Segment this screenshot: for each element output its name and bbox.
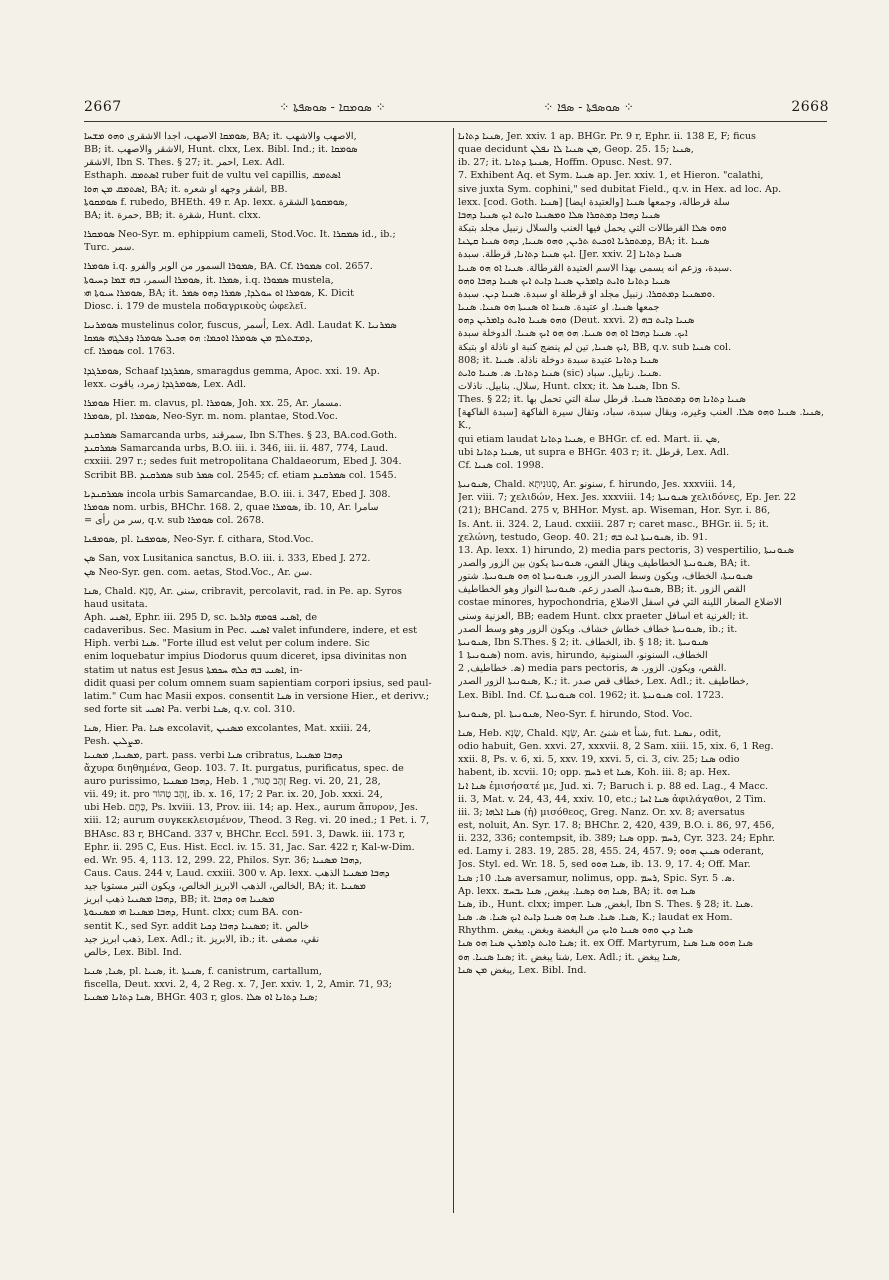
entry-line: الاشقر, Ibn S. Thes. § 27; it. احمر, Lex. Adl. [84,157,285,169]
entry-line: xiii. 12; aurum συγκεκλεισμένον, Theod. 3 Reg. vi. 20 ined.; 1 Pet. i. 7, [84,815,430,827]
entry-line: ܣܢܘܢܝܬܐ, pl. ܣܢܘܢܝܬܐ, Neo-Syr. f. hirundo, Stod. Voc. [458,708,693,720]
entry-line: ܕܡܬܩܪܝܐ ܐܘܟܝܬ ܬܪܝܢ, ܘܗܘ ܣܢܝܐ, ܕܗܘ ܣܢܝܐ ܩܛܢܐ, BA; it. ܣܢܝܐ [458,236,710,248]
entry-line: ܣܢܘܢܝܬܐ الخطاطيف ويقال القص، ܣܢܘܢܝܬܐ يكون بين الزور والصدر, BA; it. [458,558,751,569]
entry-line: ܣܢܐ ܕܬܐܢܐ ܡܣܢܝܐ, BHGr. 403 r, glos. ܣܢܐ ܕܬܐܢܐ ܐܘ ܣܠܐ; [84,992,318,1004]
entry-line: ܣܢܝܐ. ܣܢܝܐ ܘܗܘ ܣܠܐ. العنب وغيره، وبقال سبدة، سباد، وتقال سيرة الفاكهة [سبدة الفاكهة], K., [458,407,824,432]
dictionary-entry [84,722,450,959]
entry-line: latim." Cum hac Masii expos. consentit ܣܢܐ in versione Hier., et derivv.; [84,690,430,702]
right-column [458,130,824,1230]
entry-line: العزنية وسنى, BB; eadem Hunt. clxx praeter اسافل et الغرنية; it. [458,610,749,622]
entry-line: ܘܗܘ ܣܢܝܐ ܘܐܝܬ ܕܐܡܪܝܢ ܕܗܘ (Deut. xxvi. 2) ܣܢܝܐ ܕܐܝܬ ܒܗ [458,315,695,327]
entry-line: Hiph. verbi ܣܢܐ. "Forte illud est velut per colum indere. Sic [84,638,370,650]
entry-line: 7. Exhibent Aq. et Sym. ܣܢܝܐ ap. Jer. xxiv. 1, et Hieron. "calathi, [458,170,764,182]
dictionary-entry [84,533,450,546]
entry-line: ἄχυρα διηθημένα, Geop. 103. 7. It. purgatus, purificatus, spec. de [84,762,404,774]
entry-line: costae minores, hypochondria, الاضلاع الصغار اللينة التي في اسفل الاضلاع [458,597,782,609]
entry-line: ܣܢ San, vox Lusitanica sanctus, B.O. iii. i. 333, Ebed J. 272. [84,553,371,565]
dictionary-entry [84,585,450,717]
entry-line: ܣܘܡܪܐ السمر، ܒܗ ܫܡܐ ܕܚܝܘܬܐ, it. ܣܡܪܐ, i.q. ܣܡܘܪܐ mustela, [84,274,334,286]
dictionary-entry [84,488,450,527]
entry-line: Pesh. ܡܨܠܝܢ. [84,736,144,748]
entry-line: Diosc. i. 179 de mustela ποδαγρικοὺς ὠφελεῖ. [84,300,307,312]
entry-line: ܣܘܡܪܐ i.q. ܣܡܘܪܐ السمور من الوبر والفرو, BA. Cf. ܣܡܘܪܐ col. 2657. [84,261,373,273]
entry-line: 13. Ap. lexx. 1) hirundo, 2) media pars pectoris, 3) vespertilio, ܣܢܘܢܝܬܐ [458,544,795,556]
entry-line: habent, ib. xcvii. 10; opp. ܪܚܡ et ܣܢܐ, Koh. iii. 8; ap. Hex. [458,767,731,779]
entry-line: ܣܢܐ, ܣܢܝܐ, pl. ܣܢܝܐ, it. ܣܢܝܬܐ, f. canistrum, cartallum, [84,966,322,978]
entry-line: sentit K., sed Syr. addit ܡܣܢܝܐ ܕܗܒܐ ܕܟܝܐ; it. خالص [84,920,309,932]
left-running-title: ⁘ ܣܘܡܩܐ - ܣܘܣܦܬܐ ⁘ [279,99,386,114]
entry-line: ܣܘܡܩܪܐ Neo-Syr. m. ephippium cameli, Stod.Voc. It. ܣܡܩܪܐ id., ib.; [84,229,396,241]
entry-line: cf. ܣܘܡܪܐ col. 1763. [84,346,176,358]
entry-line: lexx. ܣܘܡܪܓܕܐ زمرد، ياقوت, Lex. Adl. [84,378,247,390]
entry-line: ܐܝܟ ܣܢܝܐ, تين لم ينضج كنبة او ناذلة او بتبكة, BB, q.v. sub ܣܢܝܐ col. [458,341,732,353]
entry-line: ܣܢܝܐ ܕܗܒܐ ܕܡܬܩܪܐ ܣܠܐ ܘܡܣܢܝܐ ܘܐܝܬ ܐܝܟ ܣܢܝܐ ܕܗܒܐ [458,209,661,221]
entry-line: Is. Ant. ii. 324. 2, Laud. cxxiii. 287 r; caret masc., BHGr. ii. 5; it. [458,518,769,530]
right-running-title: ⁘ ܣܘܣܦܬܐ - ܣܦܐ ⁘ [543,99,634,114]
entry-line: Ephr. ii. 295 C, Eus. Hist. Eccl. iv. 15. 31, Jac. Sar. 422 r, Kal-w-Dim. [84,841,415,853]
entry-line: ubi ܣܢܝܐ ܕܬܐܢܐ, ut supra e BHGr. 403 r; it. قرطل, Lex. Adl. [458,446,730,458]
entry-line: ܣܢ Neo-Syr. gen. com. aetas, Stod.Voc., Ar. سن. [84,566,313,578]
entry-line: ܣܢܘܢܝܬܐ، الخطاف، ويكون وسط الصدر الزور، ܣܢܘܢܝܬܐ ܐܘ ܗܘ ܣܢܘܢܝܬܐ. شنور [458,571,753,583]
entry-line: ܣܢܐ, Hier. Pa. ܣܢܐ excolavit, ܡܣܢܝܢ excolantes, Mat. xxiii. 24, [84,723,372,735]
dictionary-entry [84,397,450,423]
entry-line: ed. Lamy i. 283. 19, 285. 28, 455. 24, 457. 9; ܣܢܝܢ ܗܘܘ oderant, [458,846,764,858]
entry-line: BHAsc. 83 r, BHCand. 337 v, BHChr. Eccl. 591. 3, Dawk. iii. 173 r, [84,828,406,840]
entry-line: = سر من رأى, q.v. sub ܣܘܡܪܐ col. 2678. [84,515,265,527]
entry-line: الخالص، الذهب الابريز الخالص، ويكون التبر مستويا جيد, BA; it. ܡܣܢܝܐ [84,881,366,893]
entry-line: est, noluit, An. Syr. 17. 8; BHChr. 2, 420, 439, B.O. i. 86, 97, 456, [458,819,775,831]
entry-line: ܕܡܫܬܠܡ ܡܢ ܣܘܡܪܐ ܐܘܟܡܐ: ܗܘ ܗܟܝܠ ܣܘܡܪܐ ܕܦܠܓܗ ܣܡܩܐ, [84,333,314,345]
entry-line: ܣܘܡܪܐ, pl. ܣܘܡܪܐ, Neo-Syr. m. nom. plantae, Stod.Voc. [84,410,338,422]
entry-line: ܣܢܐ, ib., Hunt. clxx; imper. ابغض, ܣܢܐ, Ibn S. Thes. § 28; it. ܣܢܐ. [458,898,754,910]
entry-line: ܣܢܝܐ ܕܬܐܢܐ ܘܐܝܬ ܕܐܡܪܝܢ ܣܢܝܐ ܕܐܝܬ ܐܝܟ ܣܢܝܐ ܕܗܒܐ ܘܗܘ [458,275,671,287]
entry-line: Cf. ܣܢܝܐ col. 1998. [458,459,544,471]
entry-line: ܘܡܣܢܝܐ ܕܡܬܩܪܐ. زنبيل مجلد او قرطلة او سبدة. ܣܢܝܐ ܕܝܢ. سبدة. [458,288,716,300]
entry-line: ܣܡܪܩܢܕܝܐ incola urbis Samarcandae, B.O. iii. i. 347, Ebed J. 308. [84,488,391,500]
entry-line: xxii. 8, Ps. v. 6, xi. 5, xxv. 19, xxvi. 5, ci. 3, civ. 25; ܣܢܐ odio [458,754,740,766]
entry-line: ܐܣܬܡܩ ܡܢ ܗܘܐ, BA; it. اشقر وجهه او شعره, BB. [84,183,288,195]
dictionary-entry [84,319,450,358]
entry-line: odio habuit, Gen. xxvi. 27, xxxvii. 8, 2 Sam. xiii. 15, xix. 6, 1 Reg. [458,741,774,753]
dictionary-entry [458,708,824,721]
entry-line: ܣܘܡܩܐ الاصهب، اجدا الاشقرى ܘܗܘ ܡܫܚܐ, BA; it. الاصهب والاشهب, [84,131,357,142]
entry-line: ܣܘܡܪܢܝܐ mustelinus color, fuscus, أسمر, Lex. Adl. Laudat K. ܣܡܪܢܝܐ [84,320,397,332]
entry-line: ܣܢܘܢܝܬܐ 1) nom. avis, hirundo, الخطاف، السنونو، السنونية [458,650,708,662]
entry-line: ܣܢܐ, Chald. סְנָא, Ar. سنى, cribravit, percolavit, rad. in Pe. ap. Syros [84,585,402,597]
entry-line: ii. 232, 336; contempsit, ib. 389; ܣܢܐ opp. ܪܚܡ, Cyr. 323. 24; Ephr. [458,833,775,845]
entry-line: ܣܢܐ ܐܢܐ ἐμισήσατέ με, Jud. xi. 7; Baruch i. p. 88 ed. Lag., 4 Macc. [458,780,769,792]
entry-line: statim ut natus est Jesus ܐܣܢܝ ܒܗ ܟܠܗ ܚܟܡܬܐ, in- [84,664,303,676]
entry-line: auro purissimo, ܕܗܒܐ ܡܣܢܝܐ, Heb. זָהָב סָגוּר, 1 Reg. vi. 20, 21, 28, [84,775,381,787]
entry-line: ܣܢܐ, Heb. שָׂנֵא, Chald. שְׂנָא, Ar. شنئ et شنأ, fut. ܢܣܢܐ, odit, [458,727,722,739]
entry-line: ܣܢܐ ܣܢܝܐ. ܗܘ; it. شنا يبغض, Lex. Adl.; it. ܣܢܐ يبغض, [458,951,681,963]
entry-line: lexx. [cod. Goth. ܣܢܝܐ] سلة قرطالة، وجمعها ܣܢܝܐ [والعتيدة ايضا] [458,196,730,208]
entry-line: Rhythm. ܣܢܐ ܕܝܢ ܘܗܘ ܣܢܝܐ ܘܐܝܟ من البغضة وبغض. يبغض [458,925,694,937]
column-divider [453,128,454,1213]
entry-line: qui etiam laudat ܣܢܝܐ ܕܬܐܢܐ, e BHGr. cf. ed. Mart. ii. ܣܢ, [458,433,721,445]
entry-line: sive juxta Sym. cophini," sed dubitat Field., q.v. in Hex. ad loc. Ap. [458,183,782,195]
entry-line: ܐܝܟ. ܣܢܝܐ ܕܗܒܐ ܐܘ ܗܘ ܣܢܝܐ. ܗܘ ܗܘ ܐܝܟ ܣܢܝܐ. الدوخلة سبدة [458,328,688,340]
entry-line: ܕܗܒܐ ܡܣܢܝܐ ذهب ابريز, BB; it. ܡܣܢܝܐ ܗܘ ܕܗܒܐ [84,894,275,906]
entry-line: ii. 3, Mat. v. 24, 43, 44, xxiv. 10, etc.; ܣܢܐ ܐܚܐ ἀφιλάγαθοι, 2 Tim. [458,793,766,805]
entry-line: ܣܘܡܦܢܐ, pl. ܣܘܡܦܢܐ, Neo-Syr. f. cithara, Stod.Voc. [84,534,314,546]
entry-line: ܡܣܢܝܐ, ܡܣܢܝܐ, part. pass. verbi ܣܢܐ cribratus, ܕܗܒܐ ܡܣܢܝܐ [84,749,343,761]
entry-line: 808; it. ܣܢܝܐ ܕܬܐܢܐ عتيدة سبدة دوخلة ناذلة. ܣܢܝܐ [458,354,659,366]
entry-line: ed. Wr. 95. 4, 113. 12, 299. 22, Philos. Syr. 36; ܕܗܒܐ ܡܣܢܝܐ, [84,854,363,866]
entry-line: Turc. سمر. [84,242,135,254]
entry-line: ܣܘܡܪܐ nom. urbis, BHChr. 168. 2, quae ܣܘܡܪܐ, ib. 10, Ar. سامرا [84,501,379,513]
entry-line: ܣܢܐ. ܣܢܐ. ܣܢܐ ܗܘ ܣܢܝܐ ܕܐܝܬ ܐܝܟ ܣܢܐ. ܣ. ܣܢܐ, K.; laudat ex Hom. [458,912,733,924]
entry-line: ܣܢܐ. 10; ܣܢܐ aversamur, nolimus, opp. ܪܚܡ, Spic. Syr. ܣ. 5. [458,872,735,884]
entry-line: ib. 27; it. ܣܢܝܬܐ ܕܬܐܢܐ, Hoffm. Opusc. Nest. 97. [458,157,672,169]
page-header [84,96,829,118]
entry-line: Caus. Caus. 244 v, Laud. cxxiii. 300 v. Ap. lexx. ܕܗܒܐ ܡܣܢܝܐ الذهب [84,867,390,879]
entry-line: cadaveribus. Sec. Masium in Pec. ܐܣܢܝ valet infundere, indere, et est [84,625,417,637]
entry-line: enim loquebatur impius Diodorus quum diceret, ipsa divinitas non [84,651,407,663]
entry-line: Lex. Bibl. Ind. Cf. ܣܢܘܢܝܬܐ col. 1962; it. ܣܢܘܢܝܬܐ col. 1723. [458,689,724,701]
entry-line: يبغض ܡܢ ܣܢܐ, Lex. Bibl. Ind. [458,964,587,976]
entry-line: BB; it. الاشقر والاصهب, Hunt. clxx, Lex. Bibl. Ind.; it. ܣܘܡܩܐ [84,144,358,156]
entry-line: Scribit BB. ܣܡܪܩܢܕ sub ܣܡܪ col. 2545; cf. etiam ܣܡܪܩܢܕ col. 1545. [84,469,397,481]
entry-line: ܐܝܟ ܣܢܝܐ ܕܬܐܢܐ, قرطلة. سبدة. [Jer. xxiv. 2] ܣܢܝܐ ܕܬܐܢܐ [458,249,682,261]
dictionary-entry [84,130,450,222]
entry-line: ܣܢܘܢܝܬܐ خطاف خطاش خشاف. ويكون الزور وهو وسط الصدر, ib.; it. [458,623,738,635]
dictionary-entry [84,429,450,482]
entry-line: ذهب ابريز جيد, Lex. Adl.; it. الابريز, ib.; it. نقي، مصفى [84,933,320,945]
entry-line: سلال. بنابيل. ناذلات, Hunt. clxx; it. ܣܢܝܐ ܣܠ, Ibn S. [458,380,681,392]
entry-line: haud usitata. [84,598,148,610]
entry-line: Thes. § 22; it. ܣܢܝܐ ܕܬܐܢܐ ܗܘ ܕܡܬܩܪܐ ܣܢܝܐ. قرطل سلة التي تحمل بها [458,394,746,406]
entry-line: (21); BHCand. 275 v, BHHor. Myst. ap. Wiseman, Hor. Syr. i. 86, [458,505,771,517]
entry-line: vii. 49; it. pro זָהָב טָהוֹר, ib. x. 16, 17; 2 Par. ix. 20, Job. xxxi. 24, [84,789,383,801]
entry-line: fiscella, Deut. xxvi. 2, 4, 2 Reg. x. 7, Jer. xxiv. 1, 2, Amir. 71, 93; [84,979,392,991]
entry-line: ܕܗܒܐ ܡܣܢܝܐ ܗܝ ܡܣܢܝܘܬܐ, Hunt. clxx; cum BA. con- [84,907,303,919]
entry-line: ܣܢܝܐ ܕܬܐܢܐ, Jer. xxiv. 1 ap. BHGr. Pr. 9 r, Ephr. ii. 138 E, F; ficus [458,131,756,142]
entry-line: ܣܘܡܪܐ ܚܝܘܬܐ ܗܝ, BA; it. ܣܘܡܪܐ ܐܘ ܚܘܠܕܐ, ܣܡܪܐ ܕܗܘ ܣܡܪ, K. Dicit [84,287,354,299]
left-page-number: 2667 [84,99,122,115]
entry-line: BA; it. حمرة, BB; it. شقرة, Hunt. clxx. [84,209,261,221]
entry-line: ܘܗܘ ܣܠܐ القرطالات التي يحمل فيها العنب والسلال زنبيل مجلد بتبكة [458,223,727,235]
entry-line: ubi Heb. כֶּתֶם, Ps. lxviii. 13, Prov. iii. 14; ap. Hex., aurum ἄπυρον, Jes. [84,802,418,814]
entry-line: ܣܘܡܩܘܬܐ f. rubedo, BHEth. 49 r. Ap. lexx. ܣܘܡܩܘܬܐ الشقرة, [84,196,348,208]
entry-line: ܣܘܡܪܓܕܐ, Schaaf ܣܡܪܓܕܐ, smaragdus gemma, Apoc. xxi. 19. Ap. [84,365,380,377]
entry-line: sed forte sit ܐܣܢܝ Pa. verbi ܣܢܐ, q.v. col. 310. [84,704,296,716]
dictionary-entry [84,228,450,254]
entry-line: Jos. Styl. ed. Wr. 18. 5, sed ܣܢܐ ܗܘܘ, ib. 13. 9, 17. 4; Off. Mar. [458,859,751,871]
entry-line: cxxiii. 297 r.; sedes fuit metropolitana Chaldaeorum, Ebed J. 304. [84,456,402,468]
dictionary-entry [458,130,824,472]
entry-line: Esthaph. ܐܣܬܡܩ ruber fuit de vultu vel capillis, ܐܣܬܡܩ [84,170,341,182]
entry-line: ܣܡܪܩܢܕ Samarcanda urbs, سمرقند, Ibn S.Thes. § 23, BA.cod.Goth. [84,430,398,442]
entry-line: ܣܢܘܢܝܬܐ, Ibn S.Thes. § 2; it. الخطاف, ib. § 18; it. ܣܢܘܢܝܬܐ [458,636,709,648]
dictionary-entry [458,478,824,702]
dictionary-entry [84,365,450,391]
entry-line: جمعها ܣܢܝܐ. او عتيدة. ܣܢܝܐ ܐܘ ܣܢܝܬܐ ܗܘ ܣܢܝܐ. ܣܢܝܐ [458,302,660,314]
entry-line: Aph. ܐܣܢܝ, Ephr. iii. 295 D, sc. ܐܣܢܝ ܦܘܡܗ ܕܐܪܥܐ, de [84,612,318,623]
right-page-number: 2668 [791,99,829,115]
entry-line: Ap. lexx. ܣܢܐ ܗܘ ܕܣܢܐ. يبغض, ܣܢܐ ܝܒܚܫ, BA; it. ܣܢܐ ܗܘ [458,885,696,897]
entry-line: iii. 3; ܣܢܐ ܐܠܗܐ (ἡ) μισόθεος, Greg. Nanz. Or. xv. 8; aversatus [458,806,745,818]
entry-line: ܣܢܐ ܘܐܝܬ ܕܐܡܪܝܢ ܣܢܐ ܗܘ ܣܢܐ; it. ex Off. Martyrum, ܣܢܐ ܗܘܘ ܣܢܐ ܣܢܐ [458,938,753,950]
entry-line: didit quasi per colum omnem suam sapientiam corpori ipsius, sed paul- [84,677,432,689]
entry-line: ܣ. خطاطيف, 2) media pars pectoris, القص، ويكون. الزور. ܣ. [458,663,727,675]
entry-line: χελώνη, testudo, Geop. 40. 21; ܣܢܘܢܝܬܐ ܐܝܬ ܒܗ, ib. 91. [458,531,708,543]
dictionary-entry [84,552,450,578]
dictionary-entry [84,965,450,1004]
entry-line: ܣܢܘܢܝܬܐ، الصدر زعم. ܣܢܘܢܝܬܐ النواز وهو الخطاطيف, BB; it. القص الزور [458,584,746,596]
entry-line: خالص, Lex. Bibl. Ind. [84,946,182,958]
entry-line: ܣܢܝܐ ܕܬܐܢܐ. ܣ. ܣܢܝܐ ܘܐܝܬ (sic) ܣܢܝܐ. زنابيل. سباد. [458,367,662,379]
entry-line: ܣܢܘܢܝܬܐ, Chald. סְנוּנִיתָא, Ar. سنونو, f. hirundo, Jes. xxxviii. 14, [458,479,736,491]
entry-line: ܣܡܪܩܢܕ Samarcanda urbs, B.O. iii. i. 346, iii. ii. 487, 774, Laud. [84,443,389,455]
entry-line: Jer. viii. 7; χελιδών, Hex. Jes. xxxviii. 14; ܣܢܘܢܝܬܐ χελιδόνες, Ep. Jer. 22 [458,492,797,504]
dictionary-entry [84,260,450,313]
dictionary-entry [458,727,824,977]
entry-line: سبدة، وزعم انه يسمى بهذا الاسم العتيدة القرطالة. ܣܢܝܐ ܐܘ ܗܘ ܣܢܝܐ. [458,262,733,274]
entry-line: ܣܢܘܢܝܬܐ الزور الصدر, K.; it. خطاف قص صدر, Lex. Adl.; it. خطاطيف, [458,676,749,688]
header-rule [84,121,827,122]
entry-line: ܣܘܡܪܐ Hier. m. clavus, pl. ܣܘܡܪܐ, Joh. xx. 25, Ar. مسمار. [84,397,342,409]
left-column [84,130,450,1230]
entry-line: quae decidunt ܡܢ ܣܢܝܐ ܠܐ ܢܦܠܢ, Geop. 25. 15; ܣܢܝܐ, [458,144,694,156]
